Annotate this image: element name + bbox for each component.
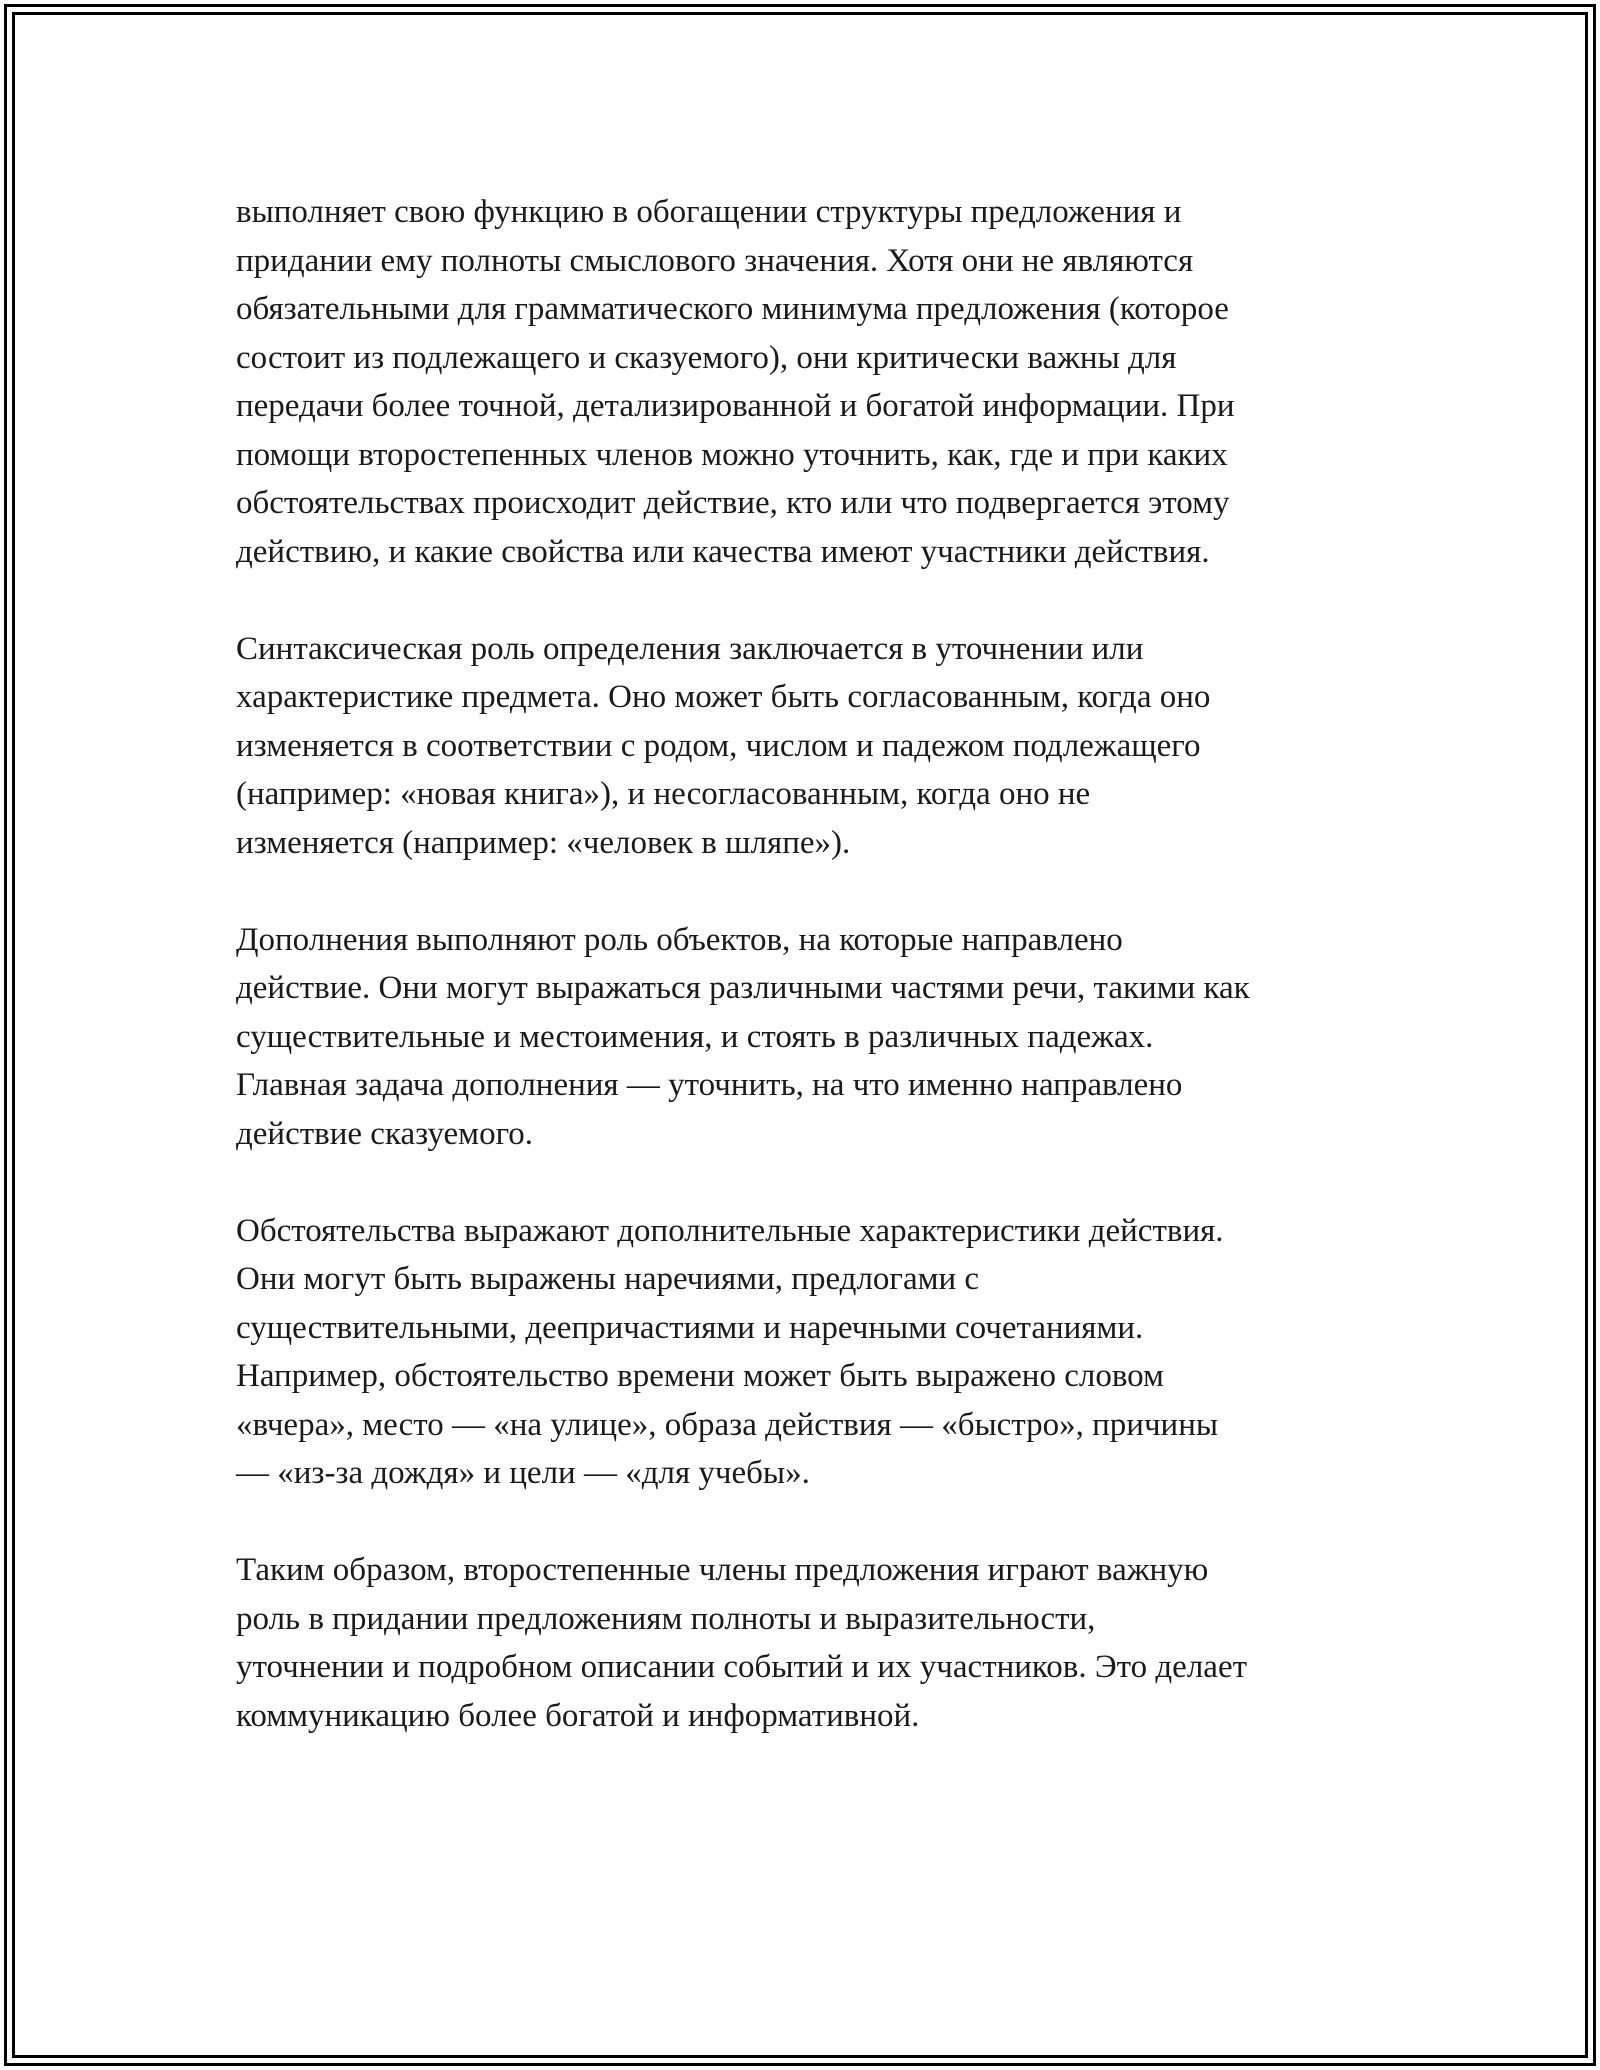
text-line: Например, обстоятельство времени может быть выражено словом [236,1358,1164,1394]
text-line: — «из-за дождя» и цели — «для учебы». [236,1455,810,1491]
document-body [236,188,1396,1789]
text-line: изменяется (например: «человек в шляпе»). [236,824,851,861]
paragraph-attribute [236,625,1396,868]
paragraph-conclusion [236,1546,1396,1740]
text-line: придании ему полноты смыслового значения. Хотя они не являются [236,242,1194,279]
text-line: Они могут быть выражены наречиями, предлогами с [236,1261,980,1297]
text-line: Дополнения выполняют роль объектов, на которые направлено [236,921,1123,958]
text-line: изменяется в соответствии с родом, числом и падежом подлежащего [236,727,1201,764]
text-line: Синтаксическая роль определения заключается в уточнении или [236,630,1144,667]
text-line: Таким образом, второстепенные члены предложения играют важную [236,1552,1209,1588]
paragraph-adverbial [236,1207,1396,1498]
text-line: существительными, деепричастиями и наречными сочетаниями. [236,1309,1144,1346]
text-line: характеристике предмета. Оно может быть согласованным, когда оно [236,679,1211,715]
text-line: коммуникацию более богатой и информативной. [236,1697,920,1734]
text-line: передачи более точной, детализированной и богатой информации. При [236,388,1235,424]
text-line: действию, и какие свойства или качества имеют участники действия. [236,533,1210,570]
text-line: состоит из подлежащего и сказуемого), они критически важны для [236,339,1177,376]
text-line: (например: «новая книга»), и несогласованным, когда оно не [236,776,1091,812]
text-line: Главная задача дополнения — уточнить, на что именно направлено [236,1067,1183,1103]
paragraph-object [236,916,1396,1159]
text-line: помощи второстепенных членов можно уточнить, как, где и при каких [236,436,1228,473]
text-line: Обстоятельства выражают дополнительные характеристики действия. [236,1212,1224,1249]
text-line: «вчера», место — «на улице», образа действия — «быстро», причины [236,1406,1219,1443]
text-line: действие сказуемого. [236,1115,534,1152]
text-line: действие. Они могут выражаться различными частями речи, такими как [236,970,1250,1006]
text-line: обстоятельствах происходит действие, кто или что подвергается этому [236,485,1230,521]
text-line: уточнении и подробном описании событий и их участников. Это делает [236,1649,1248,1685]
paragraph-secondary-members-role [236,188,1396,576]
text-line: выполняет свою функцию в обогащении структуры предложения и [236,194,1182,230]
text-line: обязательными для грамматического минимума предложения (которое [236,291,1229,327]
text-line: существительные и местоимения, и стоять в различных падежах. [236,1018,1154,1055]
text-line: роль в придании предложениям полноты и выразительности, [236,1600,1096,1637]
